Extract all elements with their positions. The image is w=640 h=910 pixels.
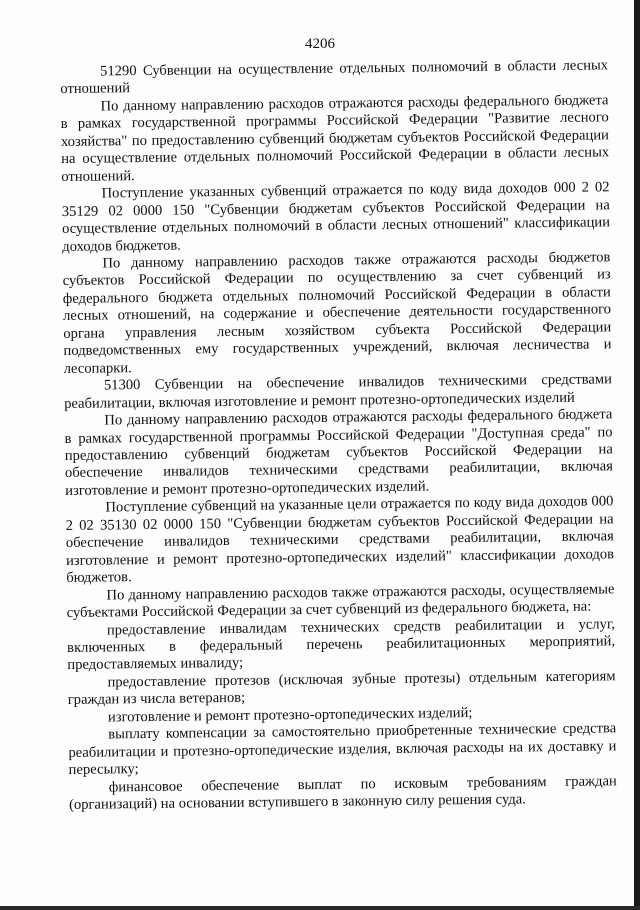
list-item-prostheses-veterans: предоставление протезов (исключая зубные протезы) отдельным категориям граждан из числа ветеранов; (67, 668, 616, 709)
list-item-court-claims: финансовое обеспечение выплат по исковым требованиям граждан (организаций) на основании вступившего в законную силу решения суда. (68, 772, 617, 813)
section-heading-51300: 51300 Субвенции на обеспечение инвалидов техническими средствами реабилитации, включая изготовление и ремонт протезно-ортопедических изделий (64, 371, 612, 412)
paragraph-expenses-federal-accessible-environment: По данному направлению расходов отражаются расходы федерального бюджета в рамках государственной программы Российской Федерации "Доступная среда" по предоставлению субвенций бюджетам субъектов Российской Федерации на обеспечение инвалидов техническими средствами реабилитации, включая изготовление и ремонт протезно-ортопедических изделий. (64, 406, 614, 499)
list-item-manufacture-repair: изготовление и ремонт протезно-ортопедических изделий; (107, 704, 473, 726)
document-body (60, 57, 617, 814)
scan-edge-right (634, 0, 640, 910)
paragraph-income-code-35130: Поступление субвенций на указанные цели отражается по коду вида доходов 000 2 02 35130 02 0000 150 "Субвенции бюджетам субъектов Российской Федерации на обеспечение инвалидов техническими средствами реабилитации, включая изготовление и ремонт протезно-ортопедических изделий" классификации доходов бюджетов. (65, 493, 615, 587)
paragraph-expenses-regional-intro: По данному направлению расходов также отражаются расходы, осуществляемые субъектами Российской Федерации за счет субвенций из федерального бюджета, на: (66, 580, 615, 622)
paragraph-income-code-35129: Поступление указанных субвенций отражается по коду вида доходов 000 2 02 35129 02 0000 150 "Субвенции бюджетам субъектов Российской Федерации на осуществление отдельных полномочий в области лесных отношений" классификации доходов бюджетов. (61, 179, 611, 255)
section-heading-51290: 51290 Субвенции на осуществление отдельных полномочий в области лесных отношений (60, 57, 609, 98)
paragraph-expenses-federal-forestry: По данному направлению расходов отражаются расходы федерального бюджета в рамках государственной программы Российской Федерации "Развитие лесного хозяйства" по предоставлению субвенций бюджетам субъектов Российской Федерации на осуществление отдельных полномочий Российской Федерации в области лесных отношений. (60, 92, 610, 185)
paragraph-expenses-regional-forestry: По данному направлению расходов также отражаются расходы бюджетов субъектов Российской Федерации по осуществлению за счет субвенций из федерального бюджета отдельных полномочий Российской Федерации в области лесных отношений, на содержание и обеспечение деятельности государственного органа управления лесным хозяйством субъекта Российской Федерации подведомственных ему государственных учреждений, включая лесничества и лесопарки. (62, 249, 612, 377)
page-number: 4206 (305, 36, 335, 52)
list-item-compensation: выплату компенсации за самостоятельно приобретенные технические средства реабилитации и протезно-ортопедические изделия, включая расходы на их доставку и пересылку; (68, 720, 617, 779)
list-item-technical-means: предоставление инвалидам технических средств реабилитации и услуг, включенных в федеральный перечень реабилитационных мероприятий, предоставляемых инвалиду; (67, 615, 616, 674)
scan-edge-bottom (0, 906, 640, 910)
